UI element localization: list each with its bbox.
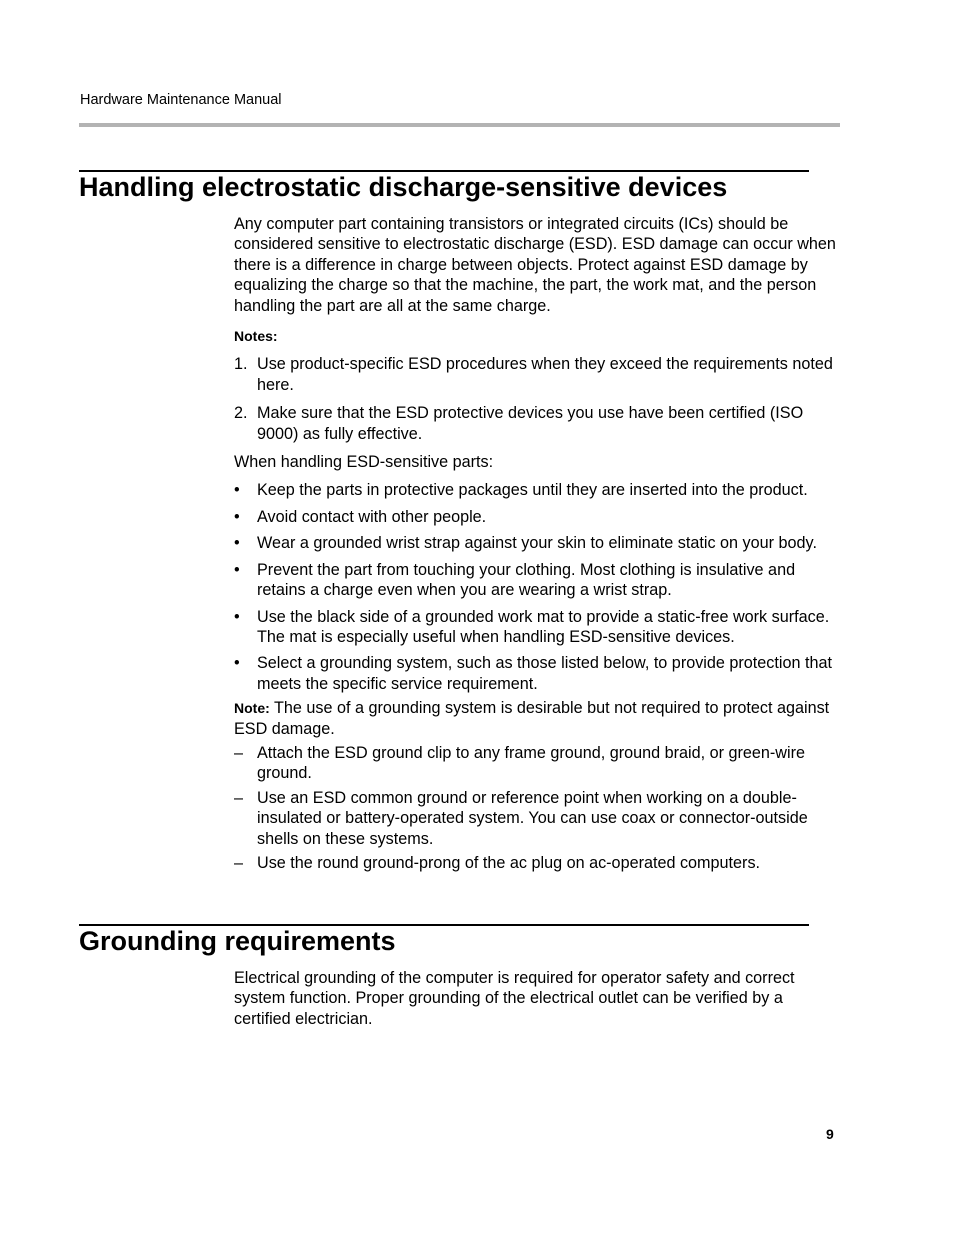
bullet-list: [234, 480, 842, 694]
list-item: [234, 607, 842, 648]
handling-intro: When handling ESD-sensitive parts:: [234, 453, 494, 472]
list-text: Attach the ESD ground clip to any frame ground, ground braid, or green-wire ground.: [257, 743, 805, 783]
intro-paragraph: Any computer part containing transistors or integrated circuits (ICs) should be considered sensitive to electrostatic discharge (ESD). ESD damage can occur when there is a difference in charge between objects. Protect against ESD damage by equalizing the charge so that the machine, the part, the work mat, and the person handling the part are all at the same charge.: [234, 215, 836, 315]
list-item: [234, 743, 842, 784]
dash-marker: –: [234, 743, 244, 762]
dash-marker: –: [234, 788, 244, 807]
list-text: Use the round ground-prong of the ac plug on ac-operated computers.: [257, 853, 761, 872]
list-text: Prevent the part from touching your clothing. Most clothing is insulative and retains a charge even when you are wearing a wrist strap.: [257, 560, 796, 600]
inline-note: [234, 698, 842, 739]
dash-list: [234, 743, 842, 873]
page-number: 9: [826, 1126, 834, 1142]
bullet-marker: •: [234, 507, 240, 526]
section-grounding-body: [234, 968, 842, 1029]
list-item: [234, 653, 842, 694]
section-title: Grounding requirements: [79, 926, 396, 956]
bullet-marker: •: [234, 607, 240, 626]
bullet-marker: •: [234, 654, 240, 673]
list-text: Wear a grounded wrist strap against your skin to eliminate static on your body.: [257, 534, 817, 553]
list-item: [234, 788, 842, 849]
header-rule: [79, 123, 840, 127]
list-text: Make sure that the ESD protective devices you use have been certified (ISO 9000) as fully effective.: [257, 404, 804, 443]
bullet-marker: •: [234, 481, 240, 500]
list-item: [234, 403, 842, 444]
list-marker: 1.: [234, 355, 248, 374]
list-item: [234, 560, 842, 601]
list-item: [234, 853, 842, 873]
list-text: Use the black side of a grounded work mat to provide a static-free work surface. The mat is especially useful when handling ESD-sensitive devices.: [257, 607, 830, 646]
list-item: [234, 533, 842, 553]
section-title: Handling electrostatic discharge-sensitive devices: [79, 172, 728, 202]
grounding-paragraph: Electrical grounding of the computer is required for operator safety and correct system function. Proper grounding of the electrical outlet can be verified by a certified electrician.: [234, 969, 795, 1028]
list-item: [234, 480, 842, 500]
list-item: [234, 507, 842, 527]
section-esd-body: [234, 214, 842, 873]
list-text: Keep the parts in protective packages until they are inserted into the product.: [257, 481, 808, 500]
list-marker: 2.: [234, 404, 248, 423]
bullet-marker: •: [234, 534, 240, 553]
list-item: [234, 354, 842, 395]
running-header: Hardware Maintenance Manual: [80, 92, 282, 108]
section-esd-heading: [79, 170, 809, 203]
bullet-marker: •: [234, 560, 240, 579]
note-text: The use of a grounding system is desirable but not required to protect against ESD damage.: [234, 699, 830, 738]
notes-label: Notes:: [234, 328, 278, 345]
notes-list: [234, 354, 842, 444]
list-text: Use an ESD common ground or reference point when working on a double-insulated or battery-operated system. You can use coax or connector-outside shells on these systems.: [257, 788, 808, 848]
section-grounding-heading: [79, 924, 809, 957]
list-text: Use product-specific ESD procedures when they exceed the requirements noted here.: [257, 355, 833, 394]
list-text: Select a grounding system, such as those listed below, to provide protection that meets the specific service requirement.: [257, 654, 832, 693]
list-text: Avoid contact with other people.: [257, 507, 487, 526]
dash-marker: –: [234, 853, 244, 872]
note-label: Note:: [234, 700, 270, 717]
